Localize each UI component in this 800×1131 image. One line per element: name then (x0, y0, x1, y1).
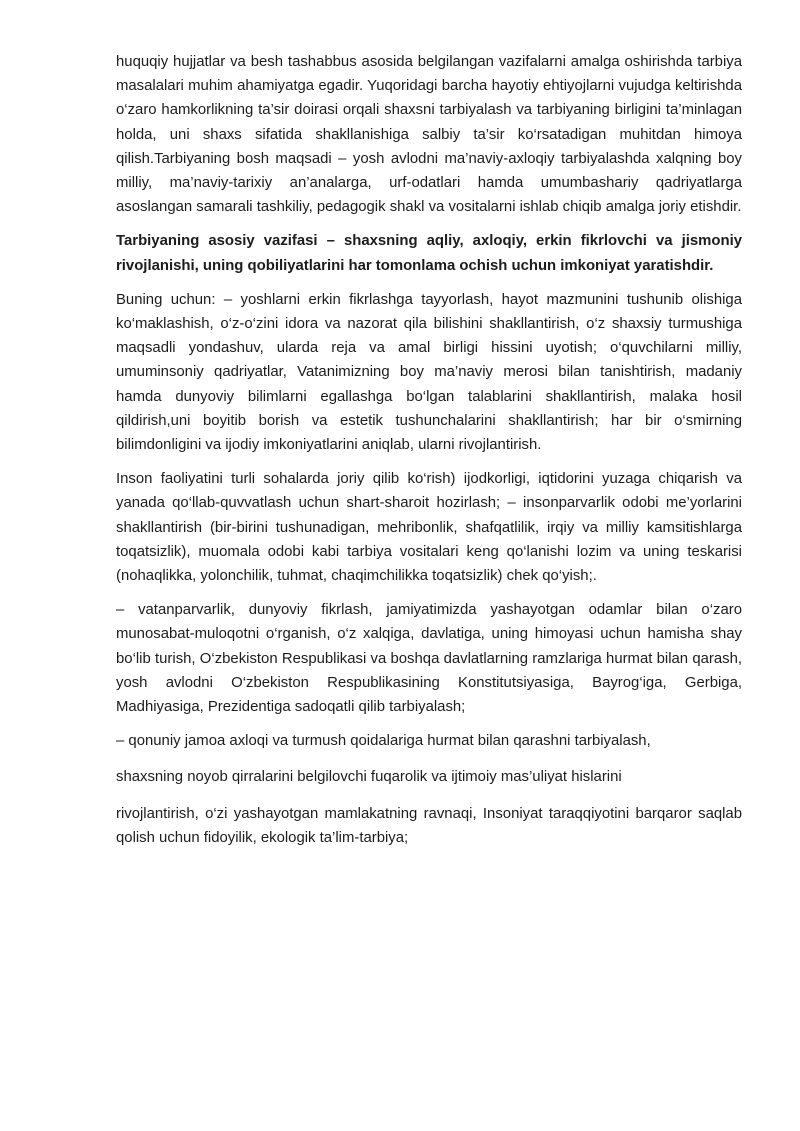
paragraph-for-this: Buning uchun: – yoshlarni erkin fikrlashga tayyorlash, hayot mazmunini tushunib olishiga ko‘maklashish, o‘z-o‘zini idora va nazorat qila bilishini shakllantirish, o‘z shaxsiy turmushiga maqsadli yondashuv, ularda reja va amal birligi hissini uyotish; o‘quvchilarni milliy, umuminsoniy qadriyatlar, Vatanimizning boy ma’naviy merosi bilan tanishtirish, madaniy hamda dunyoviy bilimlarni egallashga bo‘lgan talablarini shakllantirish, malaka hosil qildirish,uni boyitib borish va estetik tushunchalarini shakllantirish; har bir o‘smirning bilimdonligini va ijodiy imkoniyatlarini aniqlab, ularni rivojlantirish. (116, 291, 742, 454)
paragraph-intro: huquqiy hujjatlar va besh tashabbus asosida belgilangan vazifalarni amalga oshirishda tarbiya masalalari muhim ahamiyatga egadir. Yuqoridagi barcha hayotiy ehtiyojlarni vujudga keltirishda o‘zaro hamkorlikning ta’sir doirasi orqali shaxsni tarbiyalash va tarbiyaning birligini ta’minlagan holda, uni shaxs sifatida shakllanishiga salbiy ta’sir ko‘rsatadigan muhitdan himoya qilish.Tarbiyaning bosh maqsadi – yosh avlodni ma’naviy-axloqiy tarbiyalashda xalqning boy milliy, ma’naviy-tarixiy an’analarga, urf-odatlari hamda umumbashariy qadriyatlarga asoslangan samarali tashkiliy, pedagogik shakl va vositalarni ishlab chiqib amalga joriy etishdir. (116, 54, 742, 216)
paragraph-collective-morals: – qonuniy jamoa axloqi va turmush qoidalariga hurmat bilan qarashni tarbiyalash, (116, 733, 651, 750)
paragraph-main-task: Tarbiyaning asosiy vazifasi – shaxsning aqliy, axloqiy, erkin fikrlovchi va jismoniy rivojlanishi, uning qobiliyatlarini har tomonlama ochish uchun imkoniyat yaratishdir. (116, 233, 742, 274)
document-page (116, 50, 742, 860)
paragraph-human-activity: Inson faoliyatini turli sohalarda joriy qilib ko‘rish) ijodkorligi, iqtidorini yuzaga chiqarish va yanada qo‘llab-quvvatlash uchun shart-sharoit hozirlash; – insonparvarlik odobi me’yorlarini shakllantirish (bir-birini tushunadigan, mehribonlik, shafqatlilik, irqiy va milliy kamsitishlarga toqatsizlik), muomala odobi kabi tarbiya vositalari keng qo‘lanishi lozim va uning teskarisi (nohaqlikka, yolonchilik, tuhmat, chaqimchilikka toqatsizlik) chek qo‘yish;. (116, 471, 742, 585)
paragraph-patriotism: – vatanparvarlik, dunyoviy fikrlash, jamiyatimizda yashayotgan odamlar bilan o‘zaro munosabat-muloqotni o‘rganish, o‘z xalqiga, davlatiga, uning himoyasi uchun hamisha shay bo‘lib turish, O‘zbekiston Respublikasi va boshqa davlatlarning ramzlariga hurmat bilan qarash, yosh avlodni O‘zbekiston Respublikasining Konstitutsiyasiga, Bayrog‘iga, Gerbiga, Madhiyasiga, Prezidentiga sadoqatli qilib tarbiyalash; (116, 602, 742, 716)
paragraph-civic-responsibility: shaxsning noyob qirralarini belgilovchi fuqarolik va ijtimoiy mas’uliyat hislarini (116, 769, 622, 786)
paragraph-development: rivojlantirish, o‘zi yashayotgan mamlakatning ravnaqi, Insoniyat taraqqiyotini barqaror saqlab qolish uchun fidoyilik, ekologik ta’lim-tarbiya; (116, 805, 742, 846)
